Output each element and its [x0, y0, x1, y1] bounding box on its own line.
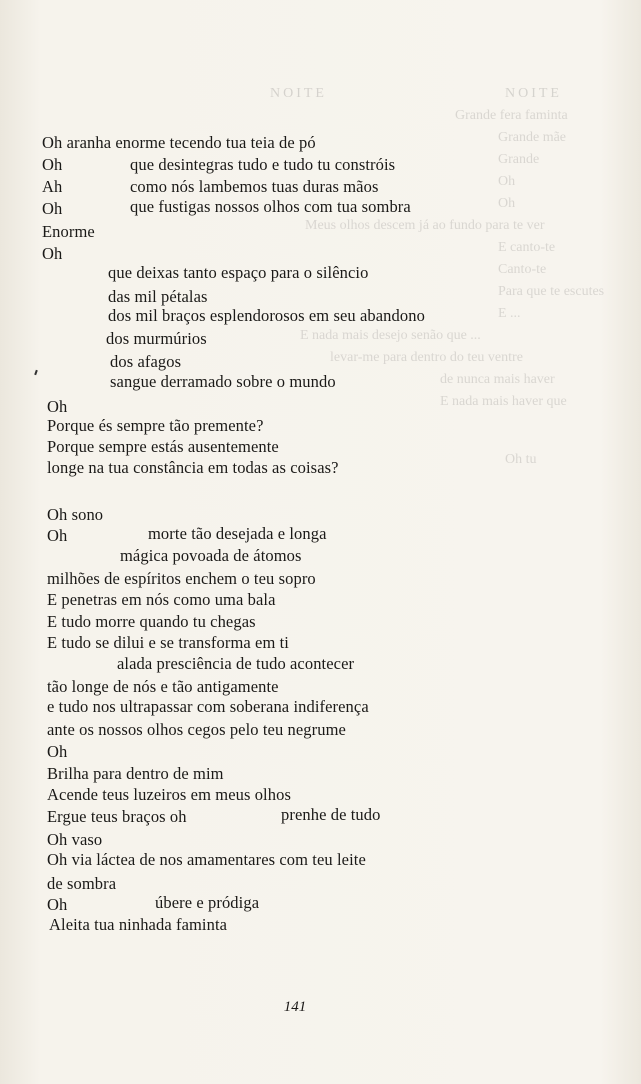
bleed-line: levar-me para dentro do teu ventre [330, 350, 523, 365]
poem-line: Oh [42, 155, 63, 174]
poem-line: longe na tua constância em todas as coisas? [47, 458, 339, 477]
poem-line: Ah [42, 177, 63, 196]
bleed-line: E nada mais haver que [440, 394, 567, 409]
poem-line: Aleita tua ninhada faminta [49, 915, 228, 934]
bleed-title-left: NOITE [270, 86, 327, 101]
bleed-line: Canto-te [498, 262, 547, 277]
poem-line: sangue derramado sobre o mundo [110, 372, 336, 391]
bleed-line: Para que te escutes [498, 284, 605, 299]
poem-line: E tudo se dilui e se transforma em ti [47, 633, 289, 652]
poem-line: que deixas tanto espaço para o silêncio [108, 263, 369, 282]
poem-line: Oh vaso [47, 830, 103, 849]
poem-line: Oh [42, 199, 63, 218]
poem-line: dos mil braços esplendorosos em seu abandono [108, 306, 425, 325]
poem-line: dos murmúrios [106, 329, 207, 348]
poem-line-continuation: como nós lambemos tuas duras mãos [130, 177, 379, 196]
bleed-line: Oh tu [505, 452, 537, 467]
poem-line: mágica povoada de átomos [120, 546, 302, 565]
poem-line-continuation: que desintegras tudo e tudo tu constróis [130, 155, 396, 174]
poem-line: Oh sono [47, 505, 104, 524]
poem-line: Enorme [42, 222, 95, 241]
poem-line: E penetras em nós como uma bala [47, 590, 276, 609]
bleed-line: Grande fera faminta [455, 108, 568, 123]
poem-line: alada presciência de tudo acontecer [117, 654, 355, 673]
poem-line: E tudo morre quando tu chegas [47, 612, 256, 631]
bleed-line: E nada mais desejo senão que ... [300, 328, 481, 343]
poem-line: Acende teus luzeiros em meus olhos [47, 785, 291, 804]
poem-line-continuation: que fustigas nossos olhos com tua sombra [130, 197, 411, 216]
poem-line: ante os nossos olhos cegos pelo teu negrume [47, 720, 346, 739]
poem-line: Oh [47, 526, 68, 545]
bleed-line: Oh [498, 196, 516, 211]
page-number: 141 [283, 999, 307, 1015]
poem-line-continuation: prenhe de tudo [281, 805, 381, 824]
poem-line: Brilha para dentro de mim [47, 764, 224, 783]
poem-line: Oh via láctea de nos amamentares com teu leite [47, 850, 366, 869]
bleed-line: Meus olhos descem já ao fundo para te ver [305, 218, 545, 233]
poem-line: dos afagos [110, 352, 182, 371]
bleed-title-right: NOITE [505, 86, 562, 101]
bleed-line: E ... [498, 306, 521, 321]
bleed-line: Grande [498, 152, 540, 167]
poem-line: Oh [47, 397, 68, 416]
poem-line: Ergue teus braços oh [47, 807, 187, 826]
poem-line: Oh [47, 742, 68, 761]
poem-line-continuation: morte tão desejada e longa [148, 524, 327, 543]
poem-line: tão longe de nós e tão antigamente [47, 677, 279, 696]
poem-line: de sombra [47, 874, 117, 893]
bleed-line: E canto-te [498, 240, 556, 255]
poem-line: das mil pétalas [108, 287, 208, 306]
poem-line: e tudo nos ultrapassar com soberana indiferença [47, 697, 369, 716]
bleed-line: Grande mãe [498, 130, 567, 145]
poem-line: Oh [47, 895, 68, 914]
poem-line: Oh aranha enorme tecendo tua teia de pó [42, 133, 316, 152]
poem-line: Porque sempre estás ausentemente [47, 437, 279, 456]
poem-line: Oh [42, 244, 63, 263]
bleed-line: Oh [498, 174, 516, 189]
poem-line: milhões de espíritos enchem o teu sopro [47, 569, 316, 588]
poem-line: Porque és sempre tão premente? [47, 416, 264, 435]
poem-line-continuation: úbere e pródiga [155, 893, 260, 912]
bleed-line: de nunca mais haver [440, 372, 555, 387]
